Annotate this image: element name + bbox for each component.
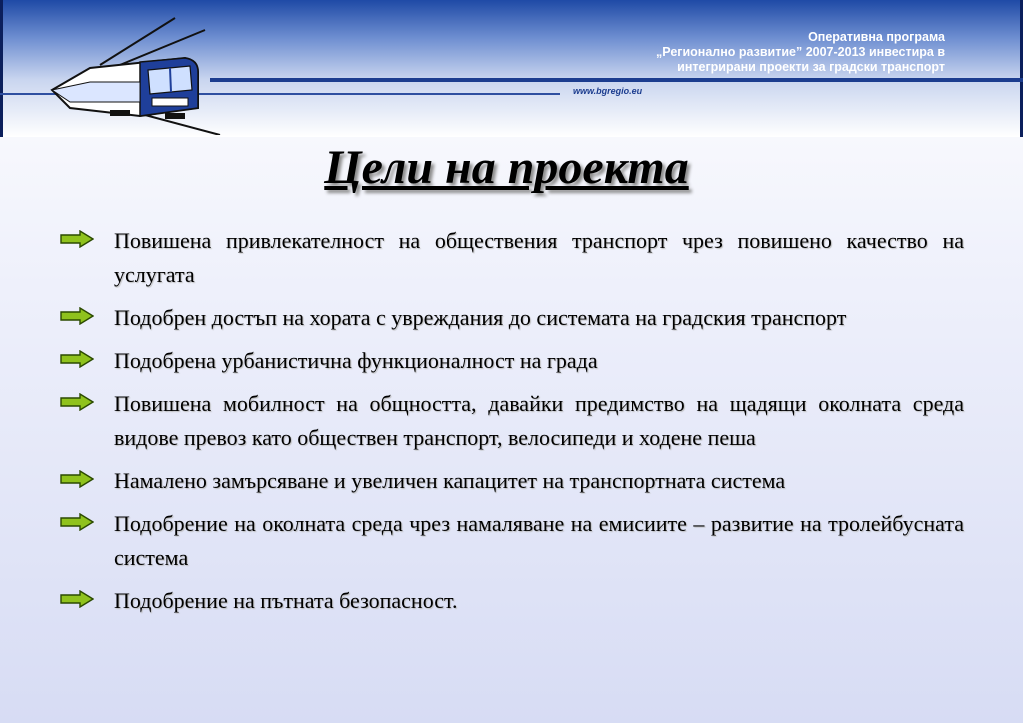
website-link[interactable]: www.bgregio.eu [573,86,643,96]
list-item-text: Повишена мобилност на общността, давайки предимство на щадящи околната среда видове превоз като обществен транспорт, велосипеди и ходене пеша [114,391,964,450]
program-title [485,30,945,75]
program-line-2: „Регионално развитие” 2007-2013 инвестира в [656,45,945,59]
header-banner [0,0,1023,137]
list-item [60,507,964,575]
list-item-text: Подобрен достъп на хората с увреждания до системата на градския транспорт [114,305,847,330]
list-item [60,344,964,378]
list-item-text: Подобрение на пътната безопасност. [114,588,458,613]
list-item [60,387,964,455]
program-line-1: Оперативна програма [808,30,945,44]
goals-list [60,224,964,627]
trolleybus-icon [40,10,230,135]
list-item-text: Подобрена урбанистична функционалност на града [114,348,598,373]
green-arrow-icon [60,470,94,488]
list-item [60,301,964,335]
list-item-text: Подобрение на околната среда чрез намаляване на емисиите – развитие на тролейбусната система [114,511,964,570]
green-arrow-icon [60,230,94,248]
slide-title: Цели на проекта [324,141,689,194]
list-item [60,584,964,618]
green-arrow-icon [60,393,94,411]
list-item-text: Намалено замърсяване и увеличен капацитет на транспортната система [114,468,786,493]
list-item [60,224,964,292]
green-arrow-icon [60,307,94,325]
list-item-text: Повишена привлекателност на обществения транспорт чрез повишено качество на услугата [114,228,964,287]
green-arrow-icon [60,513,94,531]
green-arrow-icon [60,590,94,608]
header-left-edge [0,0,3,137]
header-rule-top [210,78,1023,82]
green-arrow-icon [60,350,94,368]
list-item [60,464,964,498]
program-line-3: интегрирани проекти за градски транспорт [677,60,945,74]
